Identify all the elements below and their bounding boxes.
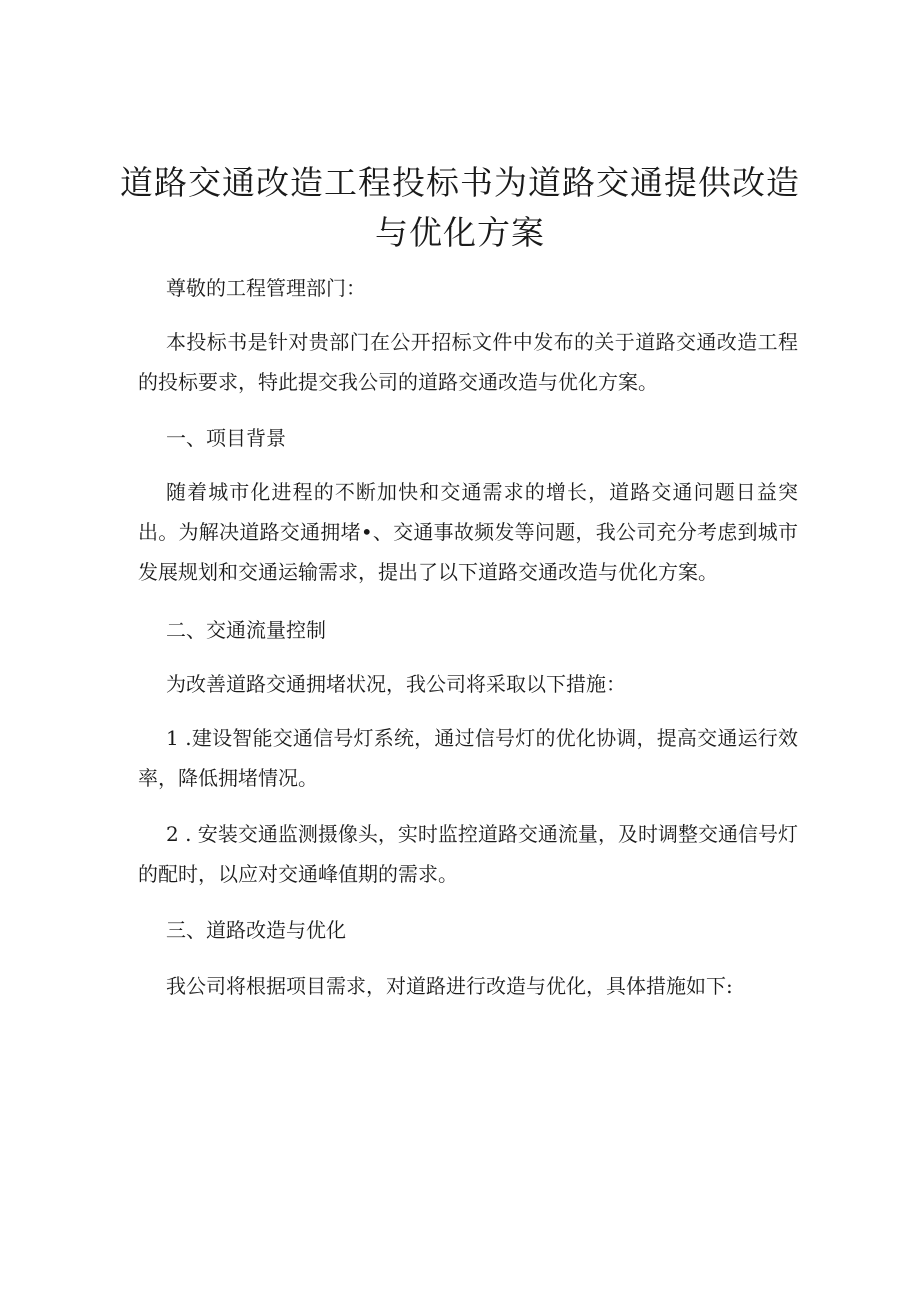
- section-2-heading: 二、交通流量控制: [166, 618, 326, 642]
- section-1-heading: 一、项目背景: [166, 426, 286, 450]
- section-2-item-1: 1 .建设智能交通信号灯系统，通过信号灯的优化协调，提高交通运行效率，降低拥堵情况。: [138, 726, 798, 790]
- section-3-heading: 三、道路改造与优化: [166, 918, 346, 942]
- salutation: 尊敬的工程管理部门：: [166, 276, 366, 300]
- section-2-lead: 为改善道路交通拥堵状况，我公司将采取以下措施：: [166, 672, 626, 696]
- section-3-lead: 我公司将根据项目需求，对道路进行改造与优化，具体措施如下:: [166, 974, 733, 998]
- document-title: 道路交通改造工程投标书为道路交通提供改造与优化方案: [120, 163, 800, 252]
- intro-paragraph: 本投标书是针对贵部门在公开招标文件中发布的关于道路交通改造工程的投标要求，特此提交我公司的道路交通改造与优化方案。: [138, 330, 798, 394]
- section-2-item-2: 2 . 安装交通监测摄像头，实时监控道路交通流量，及时调整交通信号灯的配时，以应对交通峰值期的需求。: [138, 822, 798, 886]
- section-1-paragraph: 随着城市化进程的不断加快和交通需求的增长，道路交通问题日益突出。为解决道路交通拥堵•、交通事故频发等问题，我公司充分考虑到城市发展规划和交通运输需求，提出了以下道路交通改造与优化方案。: [138, 480, 798, 584]
